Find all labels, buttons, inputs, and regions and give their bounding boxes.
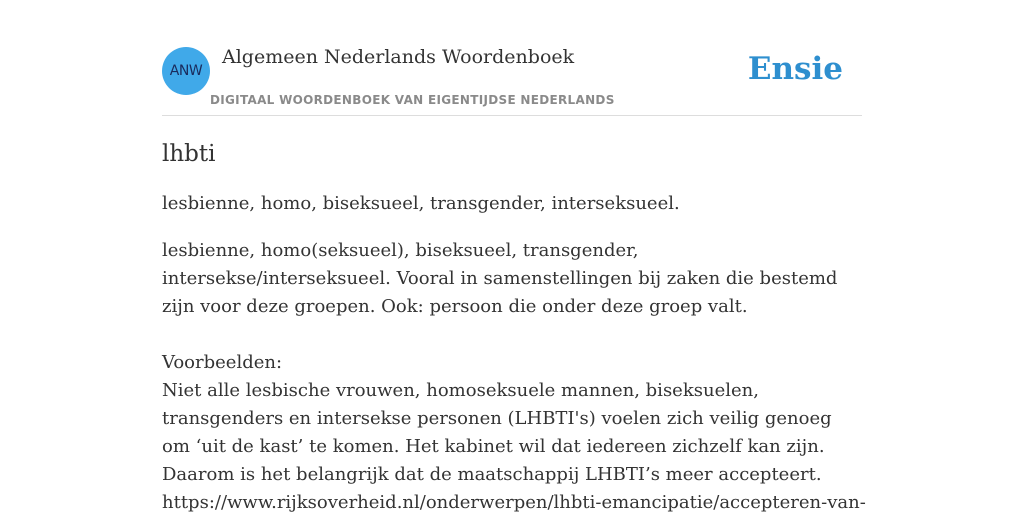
site-subtitle: DIGITAAL WOORDENBOEK VAN EIGENTIJDSE NEDERLANDS (210, 93, 615, 107)
site-title[interactable]: Algemeen Nederlands Woordenboek (222, 46, 575, 68)
example-text: Niet alle lesbische vrouwen, homoseksuele mannen, biseksuelen, transgenders en intersekse personen (LHBTI's) voelen zich veilig genoeg om ‘uit de kast’ te komen. Het kabinet wil dat iedereen zichzelf kan zijn. Daarom is het belangrijk dat de maatschappij LHBTI’s meer accepteert. (162, 380, 832, 485)
site-header (162, 44, 862, 116)
ensie-brand-logo[interactable]: Ensie (747, 51, 843, 87)
anw-logo[interactable]: ANW (162, 47, 210, 95)
examples-heading: Voorbeelden: (162, 352, 283, 373)
long-definition: lesbienne, homo(seksueel), biseksueel, transgender, intersekse/interseksueel. Vooral in samenstellingen bij zaken die bestemd zijn voor deze groepen. Ook: persoon die onder deze groep valt. (162, 240, 838, 317)
short-definition: lesbienne, homo, biseksueel, transgender, interseksueel. (162, 193, 680, 214)
example-source-link[interactable]: https://www.rijksoverheid.nl/onderwerpen/lhbti-emancipatie/accepteren-van- (162, 492, 866, 512)
entry-word: lhbti (162, 141, 216, 167)
entry-content (162, 138, 866, 512)
header-divider (162, 115, 862, 116)
